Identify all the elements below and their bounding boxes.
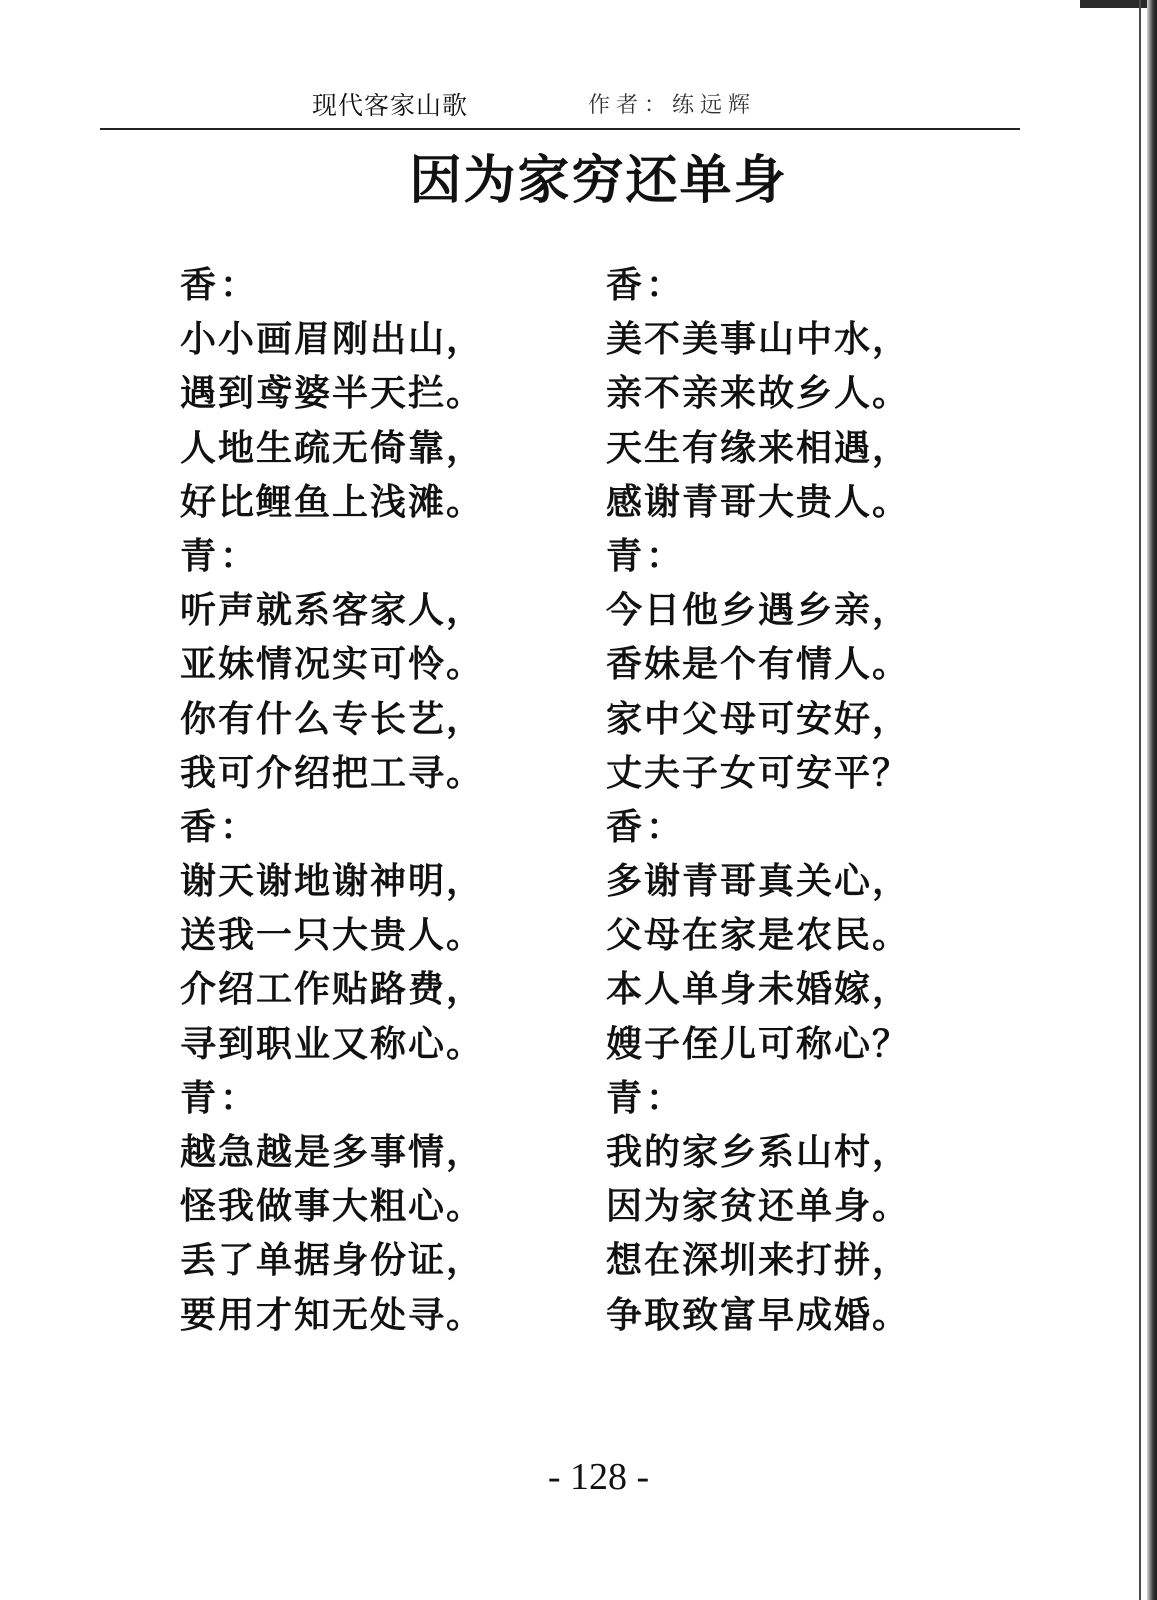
verse-line: 你有什么专长艺， xyxy=(180,697,485,740)
verse-line: 感谢青哥大贵人。 xyxy=(606,480,911,523)
verse-line: 送我一只大贵人。 xyxy=(180,914,485,957)
verse-line: 想在深圳来打拼， xyxy=(606,1239,911,1282)
verse-line: 今日他乡遇乡亲， xyxy=(606,589,911,632)
verse-line: 丈夫子女可安平？ xyxy=(606,751,911,794)
scan-border-top xyxy=(1080,0,1157,8)
verse-line: 本人单身未婚嫁， xyxy=(606,968,911,1011)
speaker-label: 香： xyxy=(606,264,687,306)
verse-line: 要用才知无处寻。 xyxy=(180,1293,485,1336)
verse-line: 怪我做事大粗心。 xyxy=(180,1185,485,1228)
verse-line: 家中父母可安好， xyxy=(606,697,911,740)
verse-line: 美不美事山中水， xyxy=(606,318,911,361)
author-credit: 作者：练远辉 xyxy=(588,93,757,118)
speaker-label: 青： xyxy=(180,1076,261,1119)
verse-line: 遇到鸢婆半天拦。 xyxy=(180,372,485,415)
verse-line: 父母在家是农民。 xyxy=(606,914,911,957)
verse-line: 我可介绍把工寻。 xyxy=(180,751,485,794)
speaker-label: 香： xyxy=(180,264,261,306)
poem-left-column xyxy=(180,258,484,1342)
verse-line: 亚妹情况实可怜。 xyxy=(180,643,485,686)
speaker-label: 香： xyxy=(606,805,687,848)
page-number: - 128 - xyxy=(547,1456,650,1498)
verse-line: 因为家贫还单身。 xyxy=(606,1185,911,1228)
verse-line: 人地生疏无倚靠， xyxy=(180,426,485,469)
verse-line: 谢天谢地谢神明， xyxy=(180,860,485,903)
verse-line: 我的家乡系山村， xyxy=(606,1131,911,1173)
verse-line: 听声就系客家人， xyxy=(180,589,485,632)
verse-line: 嫂子侄儿可称心？ xyxy=(606,1022,911,1065)
poem-title: 因为家穷还单身 xyxy=(409,151,788,211)
verse-line: 寻到职业又称心。 xyxy=(180,1022,485,1065)
speaker-label: 青： xyxy=(606,1076,687,1119)
verse-line: 天生有缘来相遇， xyxy=(606,426,911,469)
speaker-label: 青： xyxy=(606,534,687,577)
speaker-label: 青： xyxy=(180,534,261,577)
verse-line: 香妹是个有情人。 xyxy=(606,643,911,686)
verse-line: 亲不亲来故乡人。 xyxy=(606,372,911,415)
verse-line: 好比鲤鱼上浅滩。 xyxy=(180,480,485,523)
verse-line: 多谢青哥真关心， xyxy=(606,860,911,903)
book-title: 现代客家山歌 xyxy=(312,91,469,120)
verse-line: 小小画眉刚出山， xyxy=(180,318,485,361)
scan-border-right xyxy=(1147,0,1157,1600)
scan-edge-line xyxy=(1139,0,1141,1600)
poem-right-column xyxy=(606,258,910,1342)
verse-line: 争取致富早成婚。 xyxy=(606,1293,911,1336)
verse-line: 越急越是多事情， xyxy=(180,1131,485,1173)
verse-line: 介绍工作贴路费， xyxy=(180,968,485,1011)
speaker-label: 香： xyxy=(180,805,261,848)
running-header xyxy=(100,82,1020,130)
verse-line: 丢了单据身份证， xyxy=(180,1239,485,1282)
